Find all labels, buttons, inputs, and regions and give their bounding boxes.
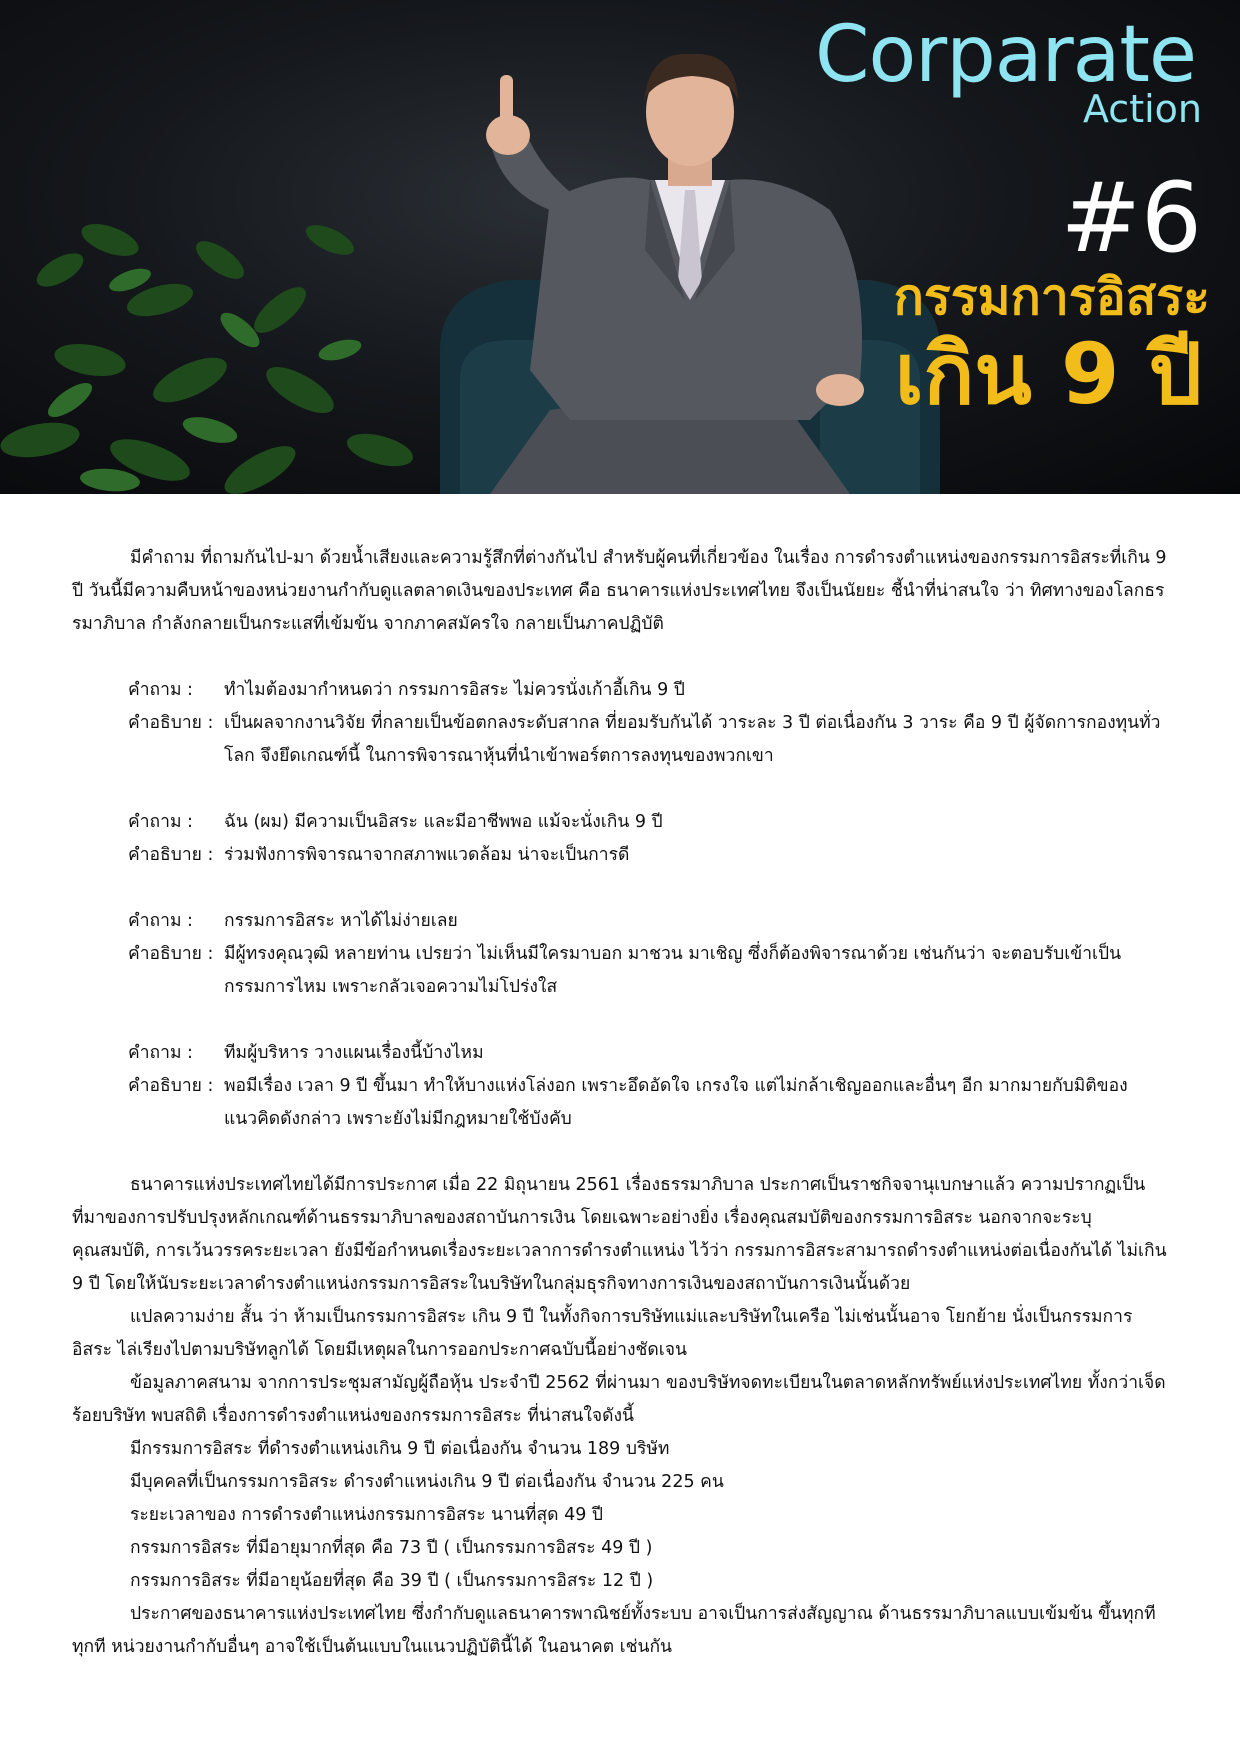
- question-label: คำถาม :: [128, 911, 193, 931]
- stat-item: ระยะเวลาของ การดำรงตำแหน่งกรรมการอิสระ นานที่สุด 49 ปี: [130, 1505, 604, 1525]
- qa-block-2: [128, 806, 1168, 872]
- answer-label: คำอธิบาย :: [128, 1076, 214, 1096]
- article-body: [72, 542, 1168, 1664]
- question-text: ทำไมต้องมากำหนดว่า กรรมการอิสระ ไม่ควรนั่งเก้าอี้เกิน 9 ปี: [224, 680, 685, 700]
- headline-line-1: กรรมการอิสระ: [893, 268, 1210, 326]
- body-paragraph-4: ประกาศของธนาคารแห่งประเทศไทย ซึ่งกำกับดูแลธนาคารพาณิชย์ทั้งระบบ อาจเป็นการส่งสัญญาณ ด้านธรรมาภิบาลแบบเข้มข้น ขึ้นทุกที ทุกที หน่วยงานกำกับอื่นๆ อาจใช้เป็นต้นแบบในแนวปฏิบัตินี้ได้ ในอนาคต เช่นกัน: [72, 1604, 1156, 1657]
- banner-subtitle: Action: [1082, 87, 1202, 131]
- question-label: คำถาม :: [128, 812, 193, 832]
- answer-text: เป็นผลจากงานวิจัย ที่กลายเป็นข้อตกลงระดับสากล ที่ยอมรับกันได้ วาระละ 3 ปี ต่อเนื่องกัน 3 วาระ คือ 9 ปี ผู้จัดการกองทุนทั่วโลก จึงยึดเกณฑ์นี้ ในการพิจารณาหุ้นที่นำเข้าพอร์ตการลงทุนของพวกเขา: [224, 713, 1161, 766]
- headline-line-2: เกิน 9 ปี: [894, 325, 1202, 423]
- issue-number: #6: [1060, 162, 1202, 274]
- question-row: [128, 1037, 1168, 1070]
- question-row: [128, 905, 1168, 938]
- question-label: คำถาม :: [128, 1043, 193, 1063]
- stat-item: มีบุคคลที่เป็นกรรมการอิสระ ดำรงตำแหน่งเกิน 9 ปี ต่อเนื่องกัน จำนวน 225 คน: [130, 1472, 724, 1492]
- question-row: [128, 806, 1168, 839]
- question-row: [128, 674, 1168, 707]
- answer-row: [128, 839, 1168, 872]
- body-paragraph-2: แปลความง่าย สั้น ว่า ห้ามเป็นกรรมการอิสระ เกิน 9 ปี ในทั้งกิจการบริษัทแม่และบริษัทในเครือ ไม่เช่นนั้นอาจ โยกย้าย นั่งเป็นกรรมการอิสระ ไล่เรียงไปตามบริษัทลูกได้ โดยมีเหตุผลในการออกประกาศฉบับนี้อย่างชัดเจน: [72, 1307, 1133, 1360]
- header-banner: [0, 0, 1240, 494]
- answer-row: [128, 1070, 1168, 1136]
- question-text: ทีมผู้บริหาร วางแผนเรื่องนี้บ้างไหม: [224, 1043, 484, 1063]
- intro-paragraph: มีคำถาม ที่ถามกันไป-มา ด้วยน้ำเสียงและความรู้สึกที่ต่างกันไป สำหรับผู้คนที่เกี่ยวข้อง ในเรื่อง การดำรงตำแหน่งของกรรมการอิสระที่เกิน 9 ปี วันนี้มีความคืบหน้าของหน่วยงานกำกับดูแลตลาดเงินของประเทศ คือ ธนาคารแห่งประเทศไทย จึงเป็นนัยยะ ชี้นำที่น่าสนใจ ว่า ทิศทางของโลกธรรมาภิบาล กำลังกลายเป็นกระแสที่เข้มข้น จากภาคสมัครใจ กลายเป็นภาคปฏิบัติ: [72, 548, 1167, 634]
- answer-text: พอมีเรื่อง เวลา 9 ปี ขึ้นมา ทำให้บางแห่งโล่งอก เพราะอึดอัดใจ เกรงใจ แต่ไม่กล้าเชิญออกและอื่นๆ อีก มากมายกับมิติของแนวคิดดังกล่าว เพราะยังไม่มีกฎหมายใช้บังคับ: [224, 1076, 1128, 1129]
- qa-block-1: [128, 674, 1168, 773]
- answer-label: คำอธิบาย :: [128, 944, 214, 964]
- qa-block-4: [128, 1037, 1168, 1136]
- answer-row: [128, 938, 1168, 1004]
- qa-block-3: [128, 905, 1168, 1004]
- answer-label: คำอธิบาย :: [128, 845, 214, 865]
- banner-title: Corparate: [815, 10, 1196, 100]
- stat-item: กรรมการอิสระ ที่มีอายุมากที่สุด คือ 73 ปี ( เป็นกรรมการอิสระ 49 ปี ): [130, 1538, 653, 1558]
- body-paragraph-1: ธนาคารแห่งประเทศไทยได้มีการประกาศ เมื่อ 22 มิถุนายน 2561 เรื่องธรรมาภิบาล ประกาศเป็นราชกิจจานุเบกษาแล้ว ความปรากฏเป็นที่มาของการปรับปรุงหลักเกณฑ์ด้านธรรมาภิบาลของสถาบันการเงิน โดยเฉพาะอย่างยิ่ง เรื่องคุณสมบัติของกรรมการอิสระ นอกจากจะระบุคุณสมบัติ, การเว้นวรรคระยะเวลา ยังมีข้อกำหนดเรื่องระยะเวลาการดำรงตำแหน่ง ไว้ว่า กรรมการอิสระสามารถดำรงตำแหน่งต่อเนื่องกันได้ ไม่เกิน 9 ปี โดยให้นับระยะเวลาดำรงตำแหน่งกรรมการอิสระในบริษัทในกลุ่มธุรกิจทางการเงินของสถาบันการเงินนั้นด้วย: [72, 1175, 1167, 1294]
- question-text: กรรมการอิสระ หาได้ไม่ง่ายเลย: [224, 911, 458, 931]
- stat-item: มีกรรมการอิสระ ที่ดำรงตำแหน่งเกิน 9 ปี ต่อเนื่องกัน จำนวน 189 บริษัท: [130, 1439, 670, 1459]
- answer-text: มีผู้ทรงคุณวุฒิ หลายท่าน เปรยว่า ไม่เห็นมีใครมาบอก มาชวน มาเชิญ ซึ่งก็ต้องพิจารณาด้วย เช่นกันว่า จะตอบรับเข้าเป็นกรรมการไหม เพราะกลัวเจอความไม่โปร่งใส: [224, 944, 1122, 997]
- answer-text: ร่วมฟังการพิจารณาจากสภาพแวดล้อม น่าจะเป็นการดี: [224, 845, 630, 865]
- body-section: [72, 1169, 1168, 1664]
- plant-image: [0, 150, 470, 494]
- question-text: ฉัน (ผม) มีความเป็นอิสระ และมีอาชีพพอ แม้จะนั่งเกิน 9 ปี: [224, 812, 663, 832]
- answer-row: [128, 707, 1168, 773]
- stat-item: กรรมการอิสระ ที่มีอายุน้อยที่สุด คือ 39 ปี ( เป็นกรรมการอิสระ 12 ปี ): [130, 1571, 654, 1591]
- body-paragraph-3: ข้อมูลภาคสนาม จากการประชุมสามัญผู้ถือหุ้น ประจำปี 2562 ที่ผ่านมา ของบริษัทจดทะเบียนในตลาดหลักทรัพย์แห่งประเทศไทย ทั้งกว่าเจ็ดร้อยบริษัท พบสถิติ เรื่องการดำรงตำแหน่งของกรรมการอิสระ ที่น่าสนใจดังนี้: [72, 1373, 1166, 1426]
- businessman-image: [430, 50, 950, 494]
- question-label: คำถาม :: [128, 680, 193, 700]
- answer-label: คำอธิบาย :: [128, 713, 214, 733]
